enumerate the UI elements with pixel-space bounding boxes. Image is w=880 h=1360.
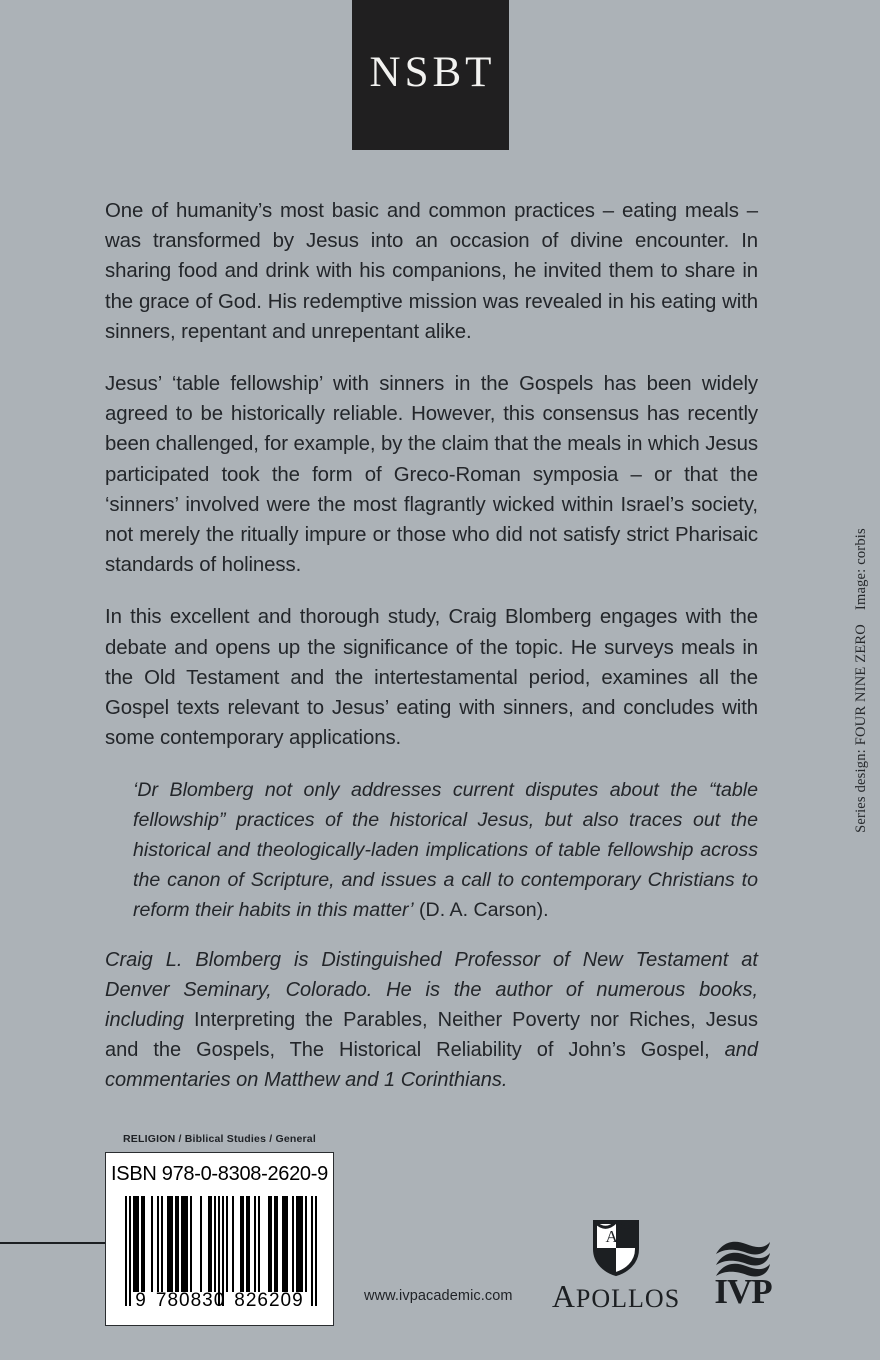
series-design-credit: Series design: FOUR NINE ZERO	[852, 623, 869, 833]
author-bio-tail: and commentaries on Matthew and 1 Corinthians.	[105, 1039, 758, 1092]
series-abbreviation: NSBT	[369, 48, 496, 96]
apollos-wordmark-capital: A	[551, 1278, 576, 1314]
publisher-website[interactable]: www.ivpacademic.com	[364, 1288, 513, 1304]
image-credit: Image: corbis	[852, 527, 869, 610]
endorsement-attribution: (D. A. Carson).	[413, 899, 549, 922]
barcode-digit-lead: 9	[135, 1290, 147, 1311]
bisac-category: RELIGION / Biblical Studies / General	[123, 1133, 316, 1145]
blurb-paragraph-2: Jesus’ ‘table fellowship’ with sinners in the Gospels has been widely agreed to be historically reliable. However, this consensus has recently been challenged, for example, by the claim that the meals in which Jesus participated took the form of Greco-Roman symposia – or that the ‘sinners’ involved were the most flagrantly wicked within Israel’s society, not merely the ritually impure or those who did not satisfy strict Pharisaic standards of holiness.	[105, 373, 758, 577]
barcode-digits	[106, 1290, 333, 1312]
endorsement-text: ‘Dr Blomberg not only addresses current disputes about the “table fellowship” practices of the historical Jesus, but also traces out the historical and theologically-laden implications of table fellowship across the canon of Scripture, and issues a call to contemporary Christians to reform their habits in this matter’	[133, 779, 758, 922]
series-logo-block	[352, 0, 509, 150]
endorsement-quote	[105, 775, 758, 925]
blurb-paragraph-1: One of humanity’s most basic and common practices – eating meals – was transformed by Jesus into an occasion of divine encounter. In sharing food and drink with his companions, he invited them to share in the grace of God. His redemptive mission was revealed in his eating with sinners, repentant and unrepentant alike.	[105, 200, 758, 343]
author-biography	[105, 945, 758, 1095]
ivp-wordmark: IVP	[714, 1272, 772, 1311]
back-cover-copy	[105, 196, 758, 1095]
svg-text:A: A	[605, 1227, 618, 1246]
ivp-logo	[706, 1238, 780, 1309]
author-bio-titles: Interpreting the Parables, Neither Poverty nor Riches, Jesus and the Gospels, The Historical Reliability of John’s Gospel,	[105, 1009, 758, 1062]
barcode-digits-right: 826209	[234, 1290, 304, 1311]
blurb-paragraph-3: In this excellent and thorough study, Craig Blomberg engages with the debate and opens up the significance of the topic. He surveys meals in the Old Testament and the intertestamental period, examines all the Gospel texts relevant to Jesus’ eating with sinners, and concludes with some contemporary applications.	[105, 606, 758, 750]
apollos-shield-icon	[548, 1218, 684, 1278]
apollos-wordmark-rest: POLLOS	[575, 1284, 681, 1313]
trim-rule	[0, 1242, 106, 1244]
design-credits-text	[853, 528, 870, 833]
design-credits	[850, 520, 872, 840]
author-bio-lead: Craig L. Blomberg is Distinguished Professor of New Testament at Denver Seminary, Colorado. He is the author of numerous books, including	[105, 949, 758, 1032]
isbn-text: ISBN 978-0-8308-2620-9	[111, 1163, 328, 1185]
apollos-logo	[548, 1218, 684, 1312]
apollos-wordmark	[548, 1280, 684, 1312]
isbn-barcode-panel	[105, 1152, 334, 1326]
barcode-digits-left: 780830	[155, 1290, 226, 1311]
